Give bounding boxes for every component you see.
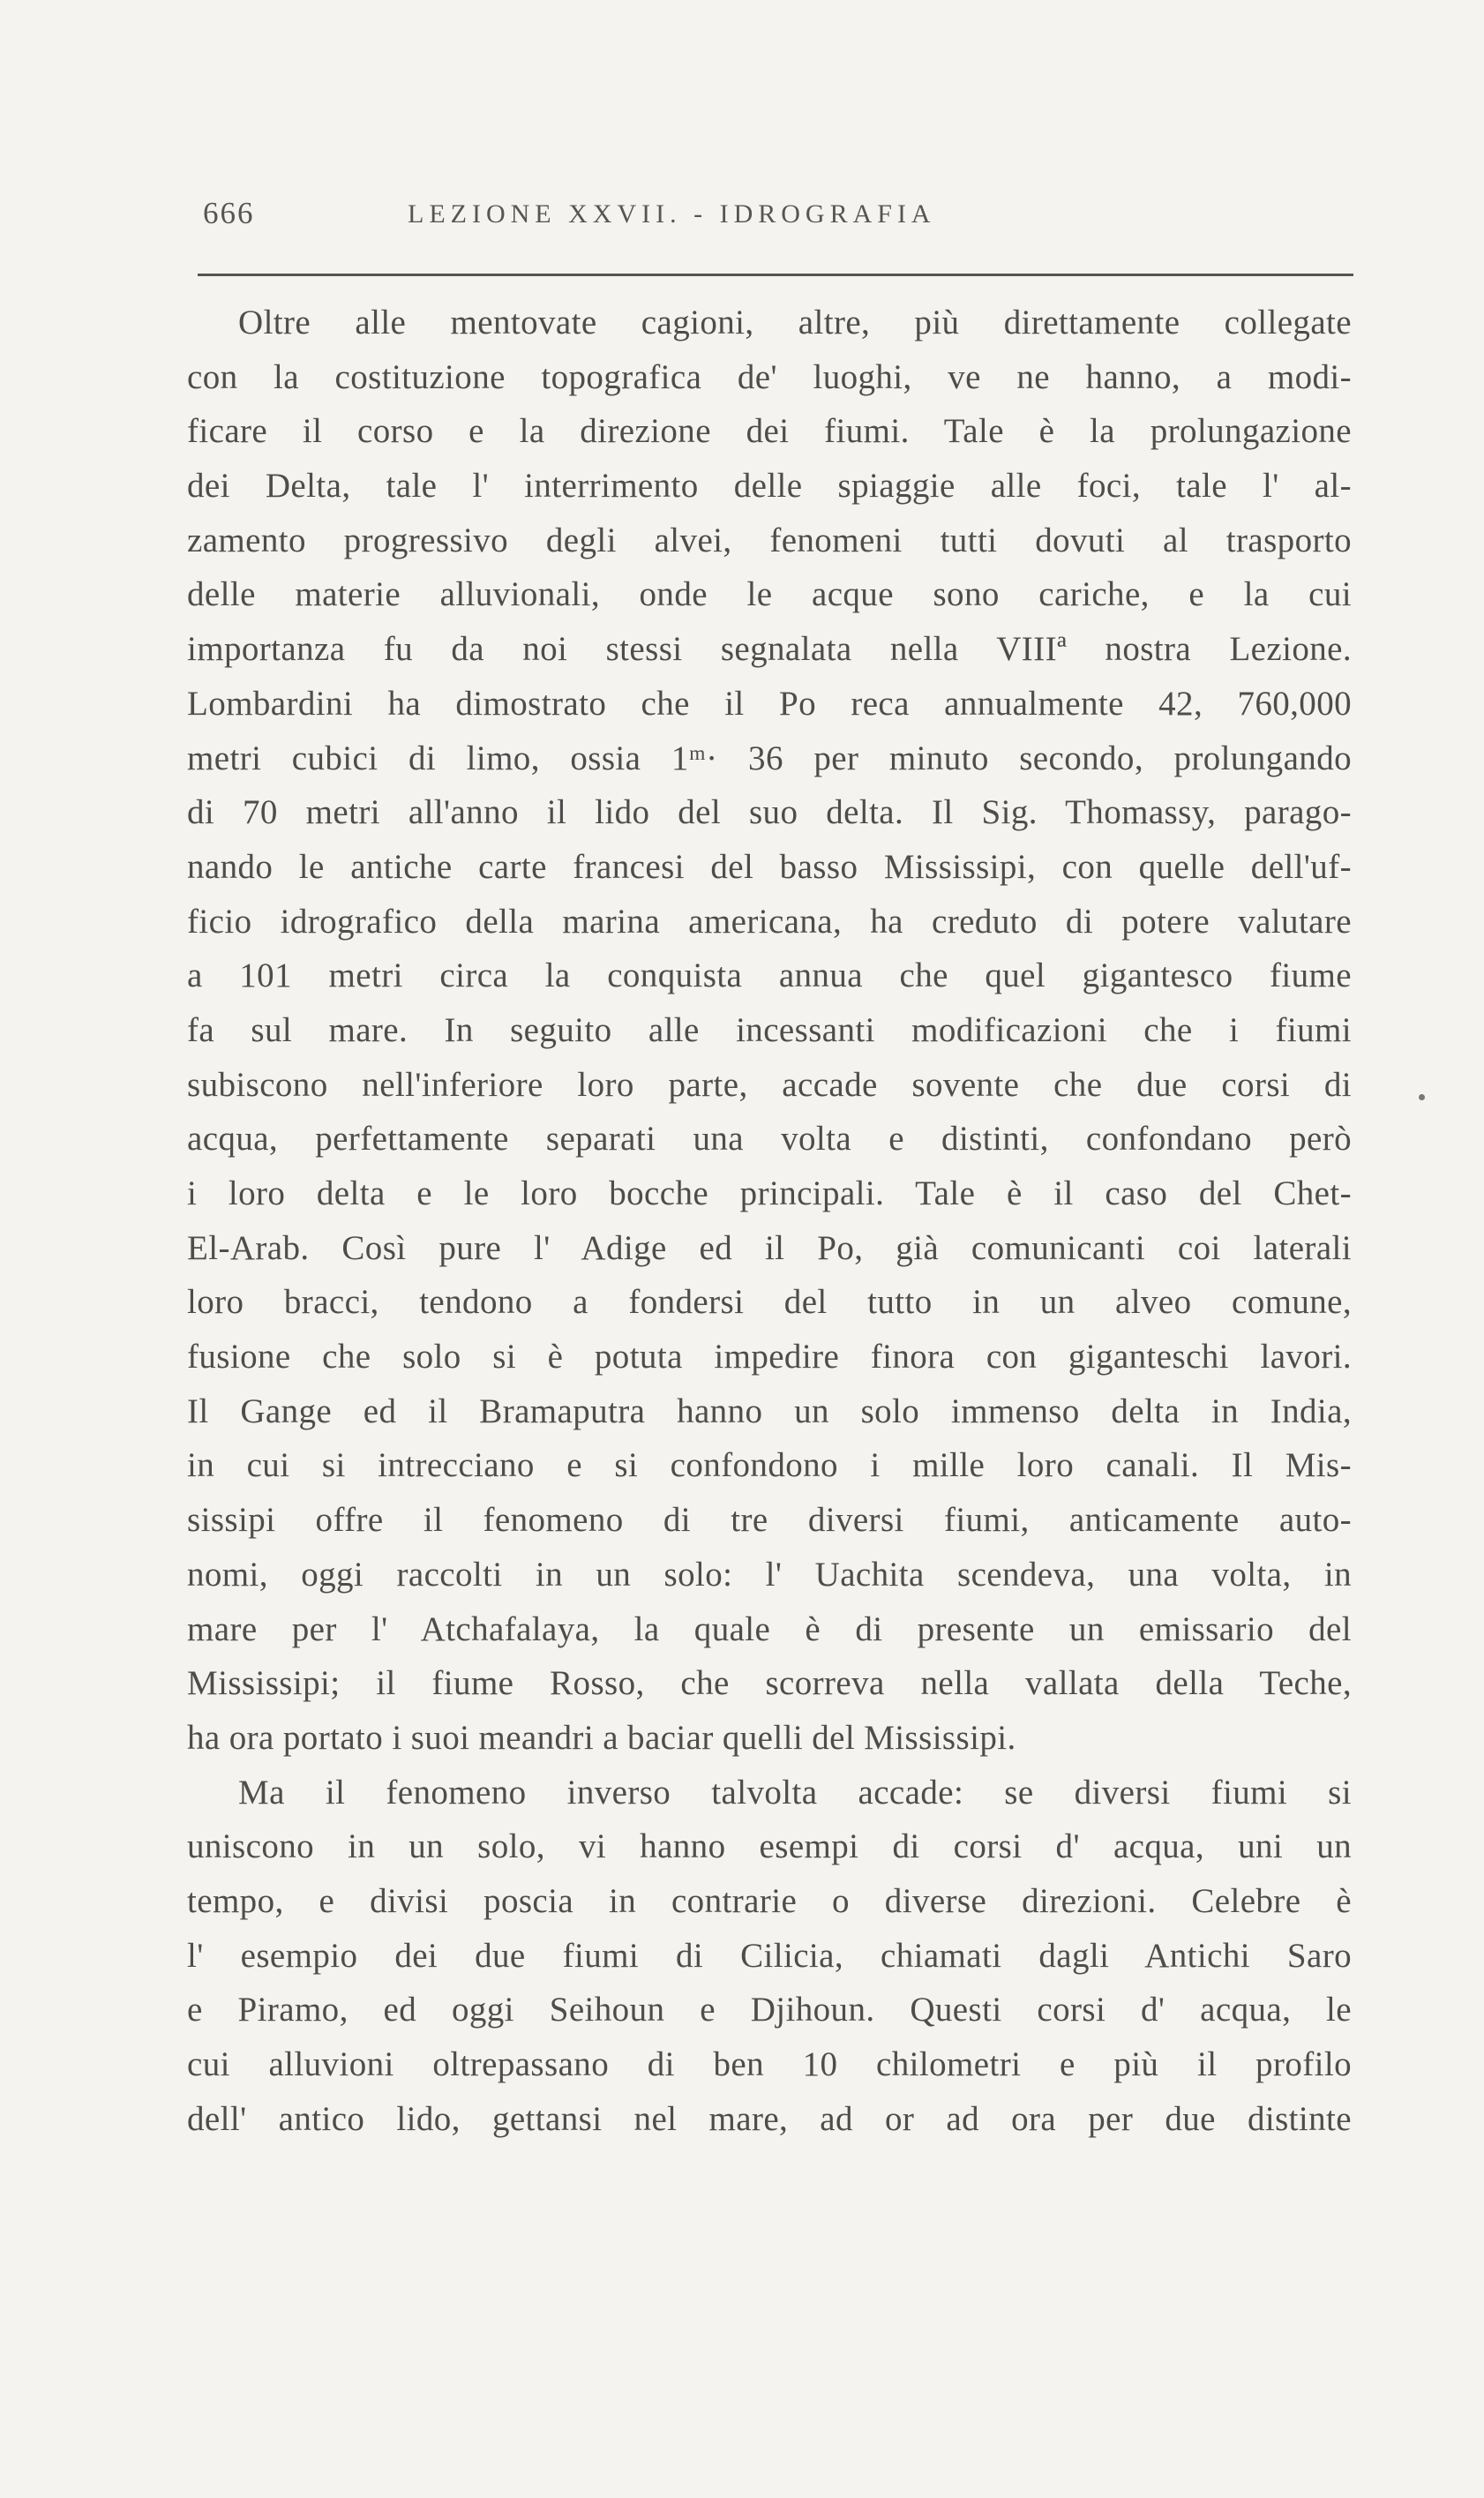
text-line: ha ora portato i suoi meandri a baciar quelli del Mississipi.: [187, 1718, 1016, 1757]
text-line: di 70 metri all'anno il lido del suo delta. Il Sig. Thomassy, parago-: [187, 793, 1352, 832]
text-line: nomi, oggi raccolti in un solo: l' Uachita scendeva, una volta, in: [187, 1555, 1352, 1594]
text-line: Il Gange ed il Bramaputra hanno un solo immenso delta in India,: [187, 1392, 1352, 1430]
text-line: con la costituzione topografica de' luoghi, ve ne hanno, a modi-: [187, 357, 1352, 396]
text-line: dell' antico lido, gettansi nel mare, ad or ad ora per due distinte: [187, 2099, 1352, 2138]
paragraph: [187, 1766, 1352, 2147]
text-line: dei Delta, tale l' interrimento delle spiaggie alle foci, tale l' al-: [187, 467, 1352, 506]
text-line: nando le antiche carte francesi del basso Mississipi, con quelle dell'uf-: [187, 847, 1352, 886]
text-line: uniscono in un solo, vi hanno esempi di corsi d' acqua, uni un: [187, 1827, 1352, 1866]
text-line: delle materie alluvionali, onde le acque sono cariche, e la cui: [187, 575, 1352, 614]
text-line: i loro delta e le loro bocche principali. Tale è il caso del Chet-: [187, 1174, 1352, 1212]
text-line: loro bracci, tendono a fondersi del tutto in un alveo comune,: [187, 1283, 1352, 1322]
body-text: [187, 296, 1352, 2146]
text-line: zamento progressivo degli alvei, fenomeni tutti dovuti al trasporto: [187, 521, 1352, 559]
header-rule: [198, 274, 1353, 276]
text-line: in cui si intrecciano e si confondono i mille loro canali. Il Mis-: [187, 1446, 1352, 1485]
running-title: LEZIONE XXVII. - IDROGRAFIA: [408, 199, 936, 229]
text-line: e Piramo, ed oggi Seihoun e Djihoun. Questi corsi d' acqua, le: [187, 1991, 1352, 2029]
text-line: tempo, e divisi poscia in contrarie o diverse direzioni. Celebre è: [187, 1881, 1352, 1920]
text-line: mare per l' Atchafalaya, la quale è di presente un emissario del: [187, 1609, 1352, 1648]
text-line: ficio idrografico della marina americana, ha creduto di potere valutare: [187, 902, 1352, 941]
text-line: fa sul mare. In seguito alle incessanti modificazioni che i fiumi: [187, 1010, 1352, 1049]
text-line: Mississipi; il fiume Rosso, che scorreva nella vallata della Teche,: [187, 1664, 1352, 1703]
paragraph: [187, 296, 1352, 1766]
text-line: cui alluvioni oltrepassano di ben 10 chilometri e più il profilo: [187, 2045, 1352, 2083]
page-number: 666: [203, 196, 255, 230]
text-line: importanza fu da noi stessi segnalata nella VIIIª nostra Lezione.: [187, 630, 1352, 669]
text-line: a 101 metri circa la conquista annua che quel gigantesco fiume: [187, 956, 1352, 995]
text-line: El-Arab. Così pure l' Adige ed il Po, già comunicanti coi laterali: [187, 1228, 1352, 1267]
text-line: Ma il fenomeno inverso talvolta accade: se diversi fiumi si: [238, 1773, 1352, 1812]
text-line: metri cubici di limo, ossia 1ᵐ· 36 per minuto secondo, prolungando: [187, 739, 1352, 777]
text-line: ficare il corso e la direzione dei fiumi. Tale è la prolungazione: [187, 412, 1352, 451]
text-line: Oltre alle mentovate cagioni, altre, più direttamente collegate: [238, 304, 1352, 341]
text-line: l' esempio dei due fiumi di Cilicia, chiamati dagli Antichi Saro: [187, 1936, 1352, 1975]
text-line: subiscono nell'inferiore loro parte, accade sovente che due corsi di: [187, 1065, 1352, 1104]
text-line: fusione che solo si è potuta impedire finora con giganteschi lavori.: [187, 1338, 1352, 1377]
text-line: Lombardini ha dimostrato che il Po reca annualmente 42, 760,000: [187, 684, 1352, 723]
text-line: sissipi offre il fenomeno di tre diversi fiumi, anticamente auto-: [187, 1501, 1352, 1540]
page-header: [203, 196, 1350, 240]
print-speck: [1419, 1094, 1425, 1100]
text-line: acqua, perfettamente separati una volta e distinti, confondano però: [187, 1120, 1352, 1159]
